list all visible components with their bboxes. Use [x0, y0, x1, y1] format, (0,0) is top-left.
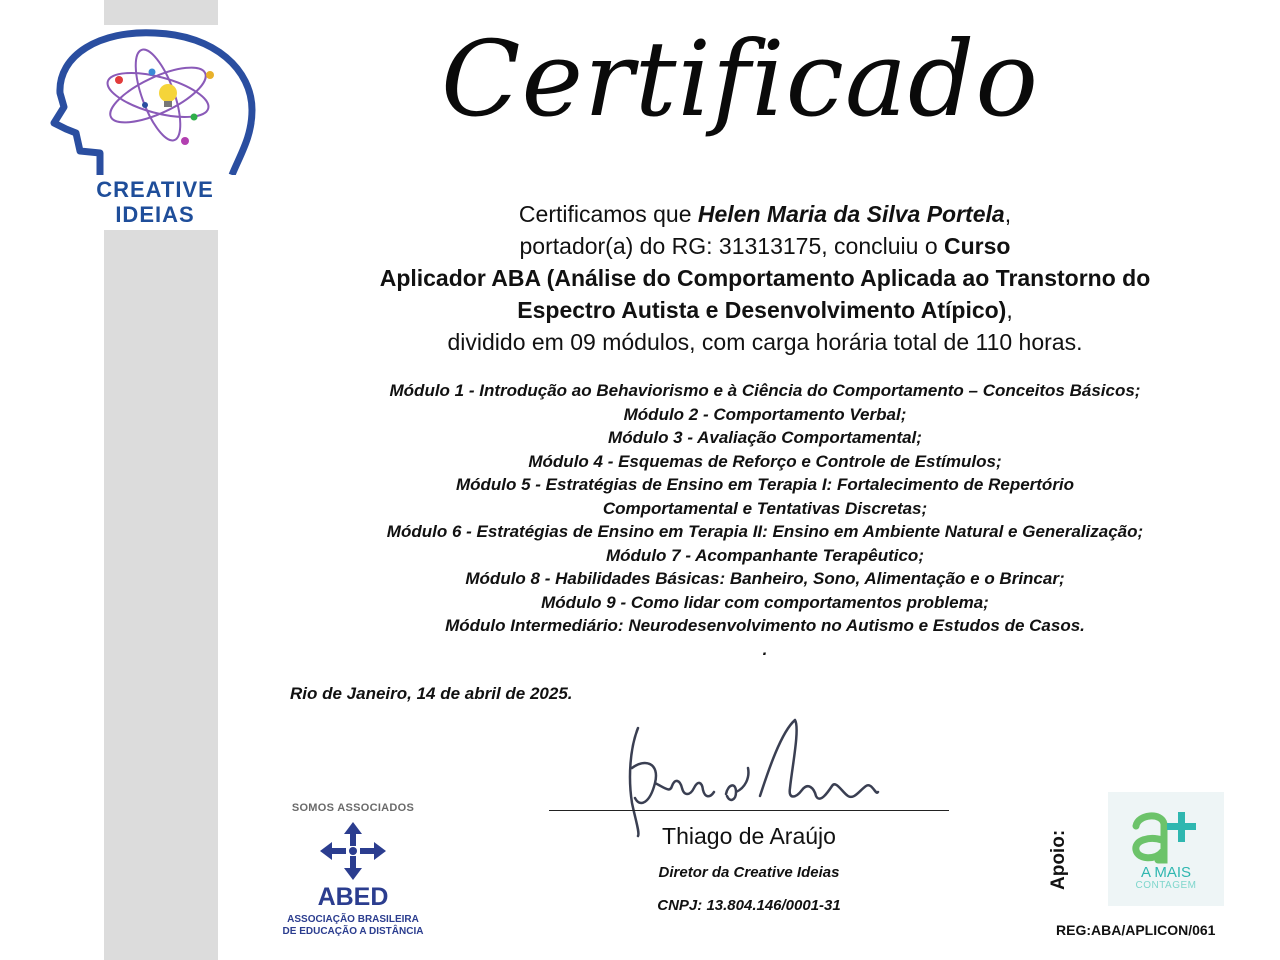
- head-atom-icon: [40, 25, 270, 175]
- module-item: Módulo 7 - Acompanhante Terapêutico;: [606, 545, 924, 565]
- issue-date: Rio de Janeiro, 14 de abril de 2025.: [290, 684, 573, 703]
- module-list: [290, 379, 1240, 661]
- intro-line-1: [290, 198, 1240, 230]
- amais-logo: [1108, 792, 1224, 906]
- module-item: Módulo 8 - Habilidades Básicas: Banheiro, Sono, Alimentação e o Brincar;: [465, 569, 1065, 588]
- course-name-line-1: Aplicador ABA (Análise do Comportamento Aplicada ao Transtorno do: [379, 265, 1151, 291]
- module-item: Módulo 2 - Comportamento Verbal;: [623, 404, 907, 424]
- signature-line: [549, 810, 949, 811]
- apoio-label: Apoio:: [1048, 829, 1069, 890]
- module-item: Módulo Intermediário: Neurodesenvolvimento no Autismo e Estudos de Casos.: [445, 616, 1085, 635]
- signer-name: Thiago de Araújo: [662, 823, 836, 849]
- abed-subtitle-2: DE EDUCAÇÃO A DISTÂNCIA: [282, 926, 424, 937]
- course-hours: dividido em 09 módulos, com carga horária total de 110 horas.: [447, 329, 1083, 355]
- module-item: .: [762, 639, 768, 659]
- logo-text-ideias: IDEIAS: [115, 202, 195, 227]
- company-cnpj: CNPJ: 13.804.146/0001-31: [657, 897, 841, 914]
- abed-name: ABED: [317, 883, 389, 911]
- registration-code: REG:ABA/APLICON/061: [1056, 922, 1216, 938]
- module-item: Comportamental e Tentativas Discretas;: [602, 498, 928, 518]
- intro-text: Certificamos que: [518, 201, 698, 227]
- abed-subtitle-1: ASSOCIAÇÃO BRASILEIRA: [287, 914, 419, 925]
- logo-text-creative: CREATIVE: [96, 177, 214, 202]
- module-item: Módulo 5 - Estratégias de Ensino em Terapia I: Fortalecimento de Repertório: [455, 475, 1075, 494]
- module-item: Módulo 1 - Introdução ao Behaviorismo e à Ciência do Comportamento – Conceitos Básicos;: [389, 381, 1141, 400]
- abed-associates-label: SOMOS ASSOCIADOS: [291, 802, 415, 814]
- intro-text: ,: [1004, 201, 1012, 227]
- rg-text: portador(a) do RG: 31313175, concluiu o: [519, 233, 945, 259]
- amais-name: A MAIS: [1140, 864, 1192, 881]
- course-name-line-2: Espectro Autista e Desenvolvimento Atípico): [517, 297, 1007, 323]
- module-item: Módulo 4 - Esquemas de Reforço e Controle de Estímulos;: [528, 451, 1002, 471]
- amais-mark-icon: [1128, 806, 1204, 864]
- intro-text: ,: [1006, 297, 1013, 323]
- module-item: Módulo 6 - Estratégias de Ensino em Terapia II: Ensino em Ambiente Natural e Generalização;: [386, 522, 1144, 541]
- certificate-title: Certificado: [440, 18, 1040, 140]
- signer-role: Diretor da Creative Ideias: [658, 864, 840, 881]
- certificate-intro: [290, 198, 1240, 358]
- abed-logo: [278, 800, 428, 945]
- amais-subtitle: CONTAGEM: [1135, 880, 1197, 891]
- creative-ideias-logo: [40, 25, 270, 230]
- abed-emblem-icon: [316, 820, 390, 882]
- course-label: Curso: [944, 233, 1011, 259]
- module-item: Módulo 9 - Como lidar com comportamentos problema;: [541, 592, 989, 612]
- intro-line-4: [290, 294, 1240, 326]
- module-item: Módulo 3 - Avaliação Comportamental;: [608, 428, 922, 447]
- intro-line-2: [290, 230, 1240, 262]
- recipient-name: Helen Maria da Silva Portela: [697, 201, 1005, 227]
